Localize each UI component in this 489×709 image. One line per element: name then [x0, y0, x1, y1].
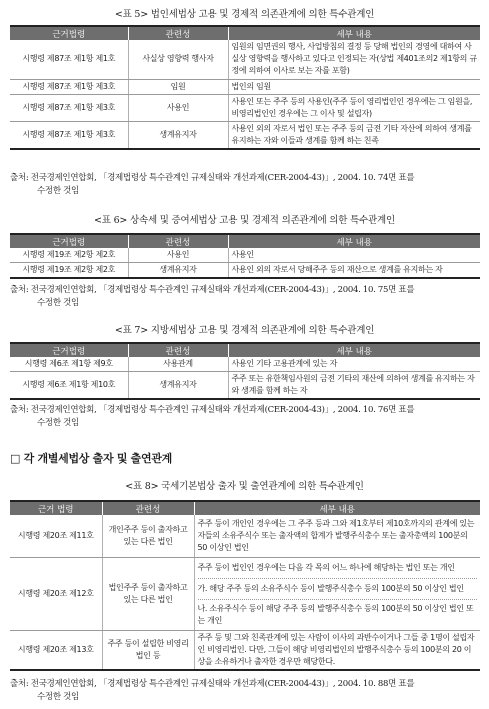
- source-line: 출처: 전국경제인연합회, 「경제법령상 특수관계인 규제실태와 개선과제(CER-2004-43)」, 2004. 10. 75면 표를: [10, 285, 415, 295]
- source-line: 출처: 전국경제인연합회, 「경제법령상 특수관계인 규제실태와 개선과제(CER-2004-43)」, 2004. 10. 88면 표를: [10, 679, 415, 689]
- table-row: [10, 40, 480, 79]
- cell-relation: 사용인: [128, 94, 228, 121]
- cell-detail: [194, 557, 480, 630]
- detail-item-na: 나. 소유주식수 등이 해당 주주 등의 발행주식총수 등의 100분의 50 이상인 법인 또는 개인: [197, 603, 474, 625]
- table-7: [10, 342, 480, 400]
- source-line: 출처: 전국경제인연합회, 「경제법령상 특수관계인 규제실태와 개선과제(CER-2004-43)」, 2004. 10. 74면 표를: [10, 173, 415, 183]
- cell-law: 시행령 제19조 제2항 제2호: [10, 263, 128, 279]
- table-8-caption: <표 8> 국세기본법상 출자 및 출연관계에 의한 특수관계인: [125, 481, 364, 492]
- column-header-law: 근거법령: [10, 343, 128, 357]
- table-row: [10, 79, 480, 94]
- source-line: 수정한 것임: [37, 692, 79, 702]
- column-header-law: 근거법령: [10, 234, 128, 248]
- section-heading: □ 각 개별세법상 출자 및 출연관계: [10, 452, 172, 465]
- cell-law: 시행령 제6조 제1항 제9호: [10, 357, 128, 372]
- column-header-relation: 관련성: [128, 343, 228, 357]
- cell-law: 시행령 제87조 제1항 제3호: [10, 79, 128, 94]
- cell-relation: 개인주주 등이 출자하고 있는 다른 법인: [102, 515, 194, 557]
- table-5-source: [10, 172, 480, 198]
- cell-law: 시행령 제87조 제1항 제1호: [10, 40, 128, 79]
- cell-detail: 사용인 외의 자로서 법인 또는 주주 등의 금전 기타 자산에 의하여 생계를 유지하는 자와 이들과 생계를 함께 하는 친족: [228, 121, 480, 149]
- cell-relation: 생계유지자: [128, 372, 228, 400]
- table-row: [10, 515, 480, 557]
- cell-detail: 사용인 외의 자로서 당해주주 등의 재산으로 생계를 유지하는 자: [228, 263, 480, 279]
- column-header-detail: 세부 내용: [228, 26, 480, 40]
- column-header-relation: 관련성: [128, 26, 228, 40]
- table-row: [10, 557, 480, 630]
- table-6: [10, 233, 480, 279]
- column-header-relation: 관련성: [128, 234, 228, 248]
- source-line: 수정한 것임: [37, 186, 79, 196]
- column-header-law: 근거 법령: [10, 501, 102, 515]
- cell-relation: 사용관계: [128, 357, 228, 372]
- table-row: [10, 94, 480, 121]
- cell-law: 시행령 제87조 제1항 제3호: [10, 121, 128, 149]
- cell-law: 시행령 제20조 제11호: [10, 515, 102, 557]
- source-line: 출처: 전국경제인연합회, 「경제법령상 특수관계인 규제실태와 개선과제(CER-2004-43)」, 2004. 10. 76면 표를: [10, 405, 415, 415]
- cell-relation: 생계유지자: [128, 121, 228, 149]
- column-header-detail: 세부 내용: [194, 501, 480, 515]
- column-header-detail: 세부 내용: [228, 234, 480, 248]
- cell-detail: 주주 등 및 그와 친족관계에 있는 사람이 이사의 과반수이거나 그들 중 1명이 설립자인 비영리법인. 다만, 그들이 해당 비영리법인의 발행주식총수 등의 100분의 20 이상을 소유하거나 출자한 경우만 해당한다.: [194, 630, 480, 670]
- source-line: 수정한 것임: [37, 298, 79, 308]
- table-7-source: [10, 404, 480, 430]
- table-5: [10, 25, 480, 150]
- source-line: 수정한 것임: [37, 418, 79, 428]
- cell-detail: 사용인: [228, 248, 480, 263]
- cell-relation: 임원: [128, 79, 228, 94]
- column-header-law: 근거법령: [10, 26, 128, 40]
- column-header-detail: 세부 내용: [228, 343, 480, 357]
- cell-relation: 주주 등이 설립한 비영리법인 등: [102, 630, 194, 670]
- table-row: [10, 121, 480, 149]
- table-row: [10, 263, 480, 279]
- cell-detail: 사용인 또는 주주 등의 사용인(주주 등이 영리법인인 경우에는 그 임원을, 비영리법인인 경우에는 그 이사 및 설립자): [228, 94, 480, 121]
- cell-detail: 주주 또는 유한책임사원의 금전 기타의 재산에 의하여 생계를 유지하는 자와 생계를 함께 하는 자: [228, 372, 480, 400]
- column-header-relation: 관련성: [102, 501, 194, 515]
- detail-intro: 주주 등이 법인인 경우에는 다음 각 목의 어느 하나에 해당하는 법인 또는 개인: [198, 558, 478, 579]
- cell-relation: 법인주주 등이 출자하고 있는 다른 법인: [102, 557, 194, 630]
- cell-relation: 사용인: [128, 248, 228, 263]
- cell-relation: 사실상 영향력 행사자: [128, 40, 228, 79]
- cell-detail: 법인의 임원: [228, 79, 480, 94]
- cell-law: 시행령 제6조 제1항 제10호: [10, 372, 128, 400]
- table-8-source: [10, 678, 480, 704]
- cell-detail: 사용인 기타 고용관계에 있는 자: [228, 357, 480, 372]
- table-8: [10, 500, 480, 671]
- table-row: [10, 630, 480, 670]
- cell-relation: 생계유지자: [128, 263, 228, 279]
- cell-law: 시행령 제19조 제2항 제2호: [10, 248, 128, 263]
- table-5-caption: <표 5> 법인세법상 고용 및 경제적 의존관계에 의한 특수관계인: [114, 9, 375, 20]
- table-6-source: [10, 284, 480, 310]
- cell-law: 시행령 제87조 제1항 제3호: [10, 94, 128, 121]
- cell-detail: 임원의 임면권의 행사, 사업방침의 결정 등 당해 법인의 경영에 대하여 사실상 영향력을 행사하고 있다고 인정되는 자(상법 제401조의2 제1항의 규정에 의하여 이사로 보는 자를 포함): [228, 40, 480, 79]
- detail-item-ga: 가. 해당 주주 등의 소유주식수 등이 발행주식총수 등의 100분의 50 이상인 법인: [198, 579, 478, 600]
- table-row: [10, 357, 480, 372]
- cell-law: 시행령 제20조 제13호: [10, 630, 102, 670]
- table-7-caption: <표 7> 지방세법상 고용 및 경제적 의존관계에 의한 특수관계인: [114, 325, 375, 336]
- table-6-caption: <표 6> 상속세 및 증여세법상 고용 및 경제적 의존관계에 의한 특수관계인: [94, 215, 395, 226]
- cell-detail: 주주 등이 개인인 경우에는 그 주주 등과 그와 제1호부터 제10호까지의 관계에 있는 자들의 소유주식수 또는 출자액의 합계가 발행주식총수 또는 출자총액의 100분의 50 이상인 법인: [194, 515, 480, 557]
- cell-law: 시행령 제20조 제12호: [10, 557, 102, 630]
- table-row: [10, 248, 480, 263]
- table-row: [10, 372, 480, 400]
